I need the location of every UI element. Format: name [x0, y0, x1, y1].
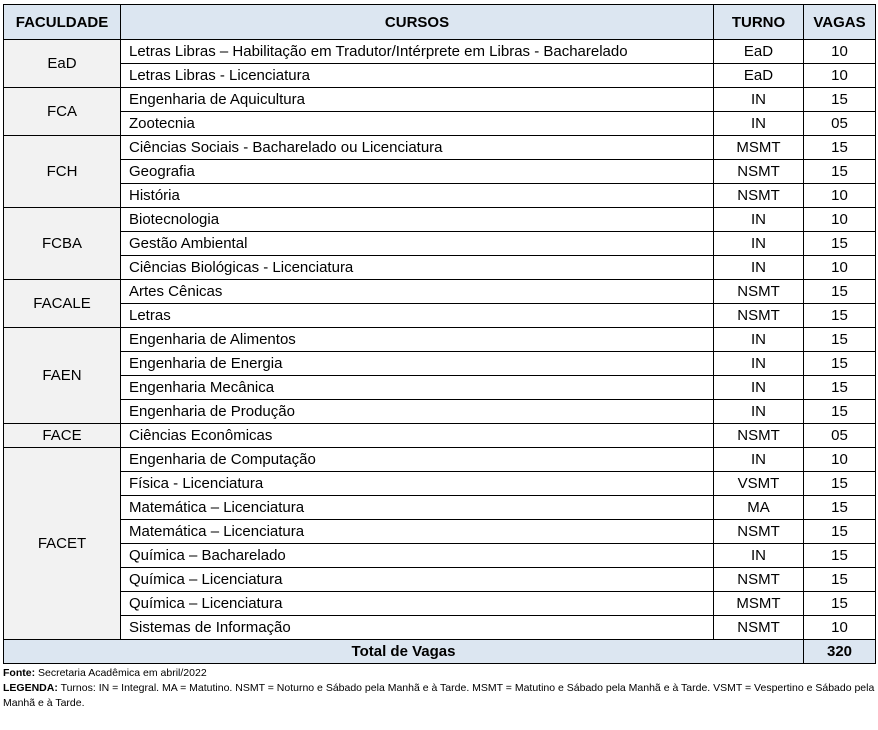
- fonte-text: Secretaria Acadêmica em abril/2022: [35, 667, 207, 679]
- vagas-cell: 15: [804, 592, 876, 616]
- vagas-cell: 10: [804, 40, 876, 64]
- faculdade-cell: FCBA: [4, 208, 121, 280]
- vagas-cell: 15: [804, 472, 876, 496]
- curso-cell: Engenharia de Energia: [121, 352, 714, 376]
- table-row: [4, 496, 876, 520]
- table-row: [4, 328, 876, 352]
- curso-cell: Ciências Sociais - Bacharelado ou Licenciatura: [121, 136, 714, 160]
- turno-cell: IN: [714, 400, 804, 424]
- curso-cell: Engenharia Mecânica: [121, 376, 714, 400]
- curso-cell: Gestão Ambiental: [121, 232, 714, 256]
- fonte-note: [3, 666, 875, 681]
- curso-cell: Engenharia de Alimentos: [121, 328, 714, 352]
- vagas-cell: 15: [804, 304, 876, 328]
- turno-cell: NSMT: [714, 424, 804, 448]
- legenda-note: [3, 681, 875, 711]
- vagas-cell: 10: [804, 448, 876, 472]
- turno-cell: IN: [714, 88, 804, 112]
- table-row: [4, 184, 876, 208]
- table-row: [4, 520, 876, 544]
- curso-cell: Química – Licenciatura: [121, 568, 714, 592]
- table-row: [4, 448, 876, 472]
- turno-cell: NSMT: [714, 280, 804, 304]
- table-row: [4, 40, 876, 64]
- curso-cell: Matemática – Licenciatura: [121, 496, 714, 520]
- curso-cell: Biotecnologia: [121, 208, 714, 232]
- curso-cell: Zootecnia: [121, 112, 714, 136]
- table-body: [4, 40, 876, 640]
- header-vagas: VAGAS: [804, 5, 876, 40]
- faculdade-cell: EaD: [4, 40, 121, 88]
- turno-cell: MSMT: [714, 136, 804, 160]
- turno-cell: IN: [714, 232, 804, 256]
- curso-cell: Química – Bacharelado: [121, 544, 714, 568]
- curso-cell: Letras Libras - Licenciatura: [121, 64, 714, 88]
- curso-cell: Química – Licenciatura: [121, 592, 714, 616]
- vagas-cell: 15: [804, 280, 876, 304]
- table-row: [4, 256, 876, 280]
- header-cursos: CURSOS: [121, 5, 714, 40]
- turno-cell: MA: [714, 496, 804, 520]
- turno-cell: IN: [714, 112, 804, 136]
- header-turno: TURNO: [714, 5, 804, 40]
- turno-cell: VSMT: [714, 472, 804, 496]
- table-row: [4, 568, 876, 592]
- curso-cell: Ciências Econômicas: [121, 424, 714, 448]
- curso-cell: Sistemas de Informação: [121, 616, 714, 640]
- table-row: [4, 88, 876, 112]
- turno-cell: NSMT: [714, 304, 804, 328]
- curso-cell: Matemática – Licenciatura: [121, 520, 714, 544]
- vagas-cell: 15: [804, 232, 876, 256]
- turno-cell: IN: [714, 376, 804, 400]
- curso-cell: Artes Cênicas: [121, 280, 714, 304]
- header-faculdade: FACULDADE: [4, 5, 121, 40]
- footnotes: [3, 666, 875, 711]
- turno-cell: EaD: [714, 64, 804, 88]
- legenda-label: LEGENDA:: [3, 682, 58, 694]
- curso-cell: História: [121, 184, 714, 208]
- faculdade-cell: FCH: [4, 136, 121, 208]
- curso-cell: Letras: [121, 304, 714, 328]
- vagas-cell: 10: [804, 616, 876, 640]
- table-row: [4, 616, 876, 640]
- total-value: 320: [804, 640, 876, 664]
- header-row: [4, 5, 876, 40]
- turno-cell: NSMT: [714, 568, 804, 592]
- turno-cell: NSMT: [714, 616, 804, 640]
- table-row: [4, 208, 876, 232]
- curso-cell: Ciências Biológicas - Licenciatura: [121, 256, 714, 280]
- vagas-cell: 15: [804, 136, 876, 160]
- turno-cell: IN: [714, 208, 804, 232]
- table-row: [4, 592, 876, 616]
- vagas-cell: 05: [804, 424, 876, 448]
- table-row: [4, 424, 876, 448]
- vagas-cell: 15: [804, 568, 876, 592]
- vagas-cell: 10: [804, 184, 876, 208]
- vagas-cell: 10: [804, 64, 876, 88]
- turno-cell: NSMT: [714, 160, 804, 184]
- table-row: [4, 544, 876, 568]
- legenda-text: Turnos: IN = Integral. MA = Matutino. NSMT = Noturno e Sábado pela Manhã e à Tarde. MSMT = Matutino e Sábado pela Manhã e à Tarde. VSMT = Vespertino e Sábado pela Manhã e à Tarde.: [3, 682, 875, 709]
- vagas-cell: 15: [804, 520, 876, 544]
- document-area: [3, 4, 875, 711]
- curso-cell: Geografia: [121, 160, 714, 184]
- vagas-cell: 10: [804, 256, 876, 280]
- total-row: [4, 640, 876, 664]
- vagas-cell: 15: [804, 88, 876, 112]
- vagas-table: [3, 4, 876, 664]
- vagas-cell: 05: [804, 112, 876, 136]
- faculdade-cell: FACET: [4, 448, 121, 640]
- vagas-cell: 15: [804, 544, 876, 568]
- fonte-label: Fonte:: [3, 667, 36, 679]
- table-row: [4, 232, 876, 256]
- table-row: [4, 400, 876, 424]
- turno-cell: IN: [714, 544, 804, 568]
- turno-cell: IN: [714, 256, 804, 280]
- curso-cell: Física - Licenciatura: [121, 472, 714, 496]
- table-row: [4, 136, 876, 160]
- table-row: [4, 280, 876, 304]
- turno-cell: NSMT: [714, 184, 804, 208]
- table-row: [4, 352, 876, 376]
- vagas-cell: 15: [804, 160, 876, 184]
- curso-cell: Engenharia de Aquicultura: [121, 88, 714, 112]
- total-label: Total de Vagas: [4, 640, 804, 664]
- faculdade-cell: FACE: [4, 424, 121, 448]
- vagas-cell: 15: [804, 400, 876, 424]
- vagas-cell: 15: [804, 496, 876, 520]
- table-row: [4, 160, 876, 184]
- curso-cell: Engenharia de Produção: [121, 400, 714, 424]
- vagas-cell: 10: [804, 208, 876, 232]
- faculdade-cell: FCA: [4, 88, 121, 136]
- table-row: [4, 472, 876, 496]
- table-row: [4, 376, 876, 400]
- turno-cell: EaD: [714, 40, 804, 64]
- faculdade-cell: FACALE: [4, 280, 121, 328]
- turno-cell: IN: [714, 352, 804, 376]
- table-row: [4, 64, 876, 88]
- turno-cell: MSMT: [714, 592, 804, 616]
- vagas-cell: 15: [804, 328, 876, 352]
- table-row: [4, 304, 876, 328]
- turno-cell: IN: [714, 448, 804, 472]
- curso-cell: Engenharia de Computação: [121, 448, 714, 472]
- table-row: [4, 112, 876, 136]
- vagas-cell: 15: [804, 376, 876, 400]
- faculdade-cell: FAEN: [4, 328, 121, 424]
- turno-cell: NSMT: [714, 520, 804, 544]
- turno-cell: IN: [714, 328, 804, 352]
- vagas-cell: 15: [804, 352, 876, 376]
- curso-cell: Letras Libras – Habilitação em Tradutor/Intérprete em Libras - Bacharelado: [121, 40, 714, 64]
